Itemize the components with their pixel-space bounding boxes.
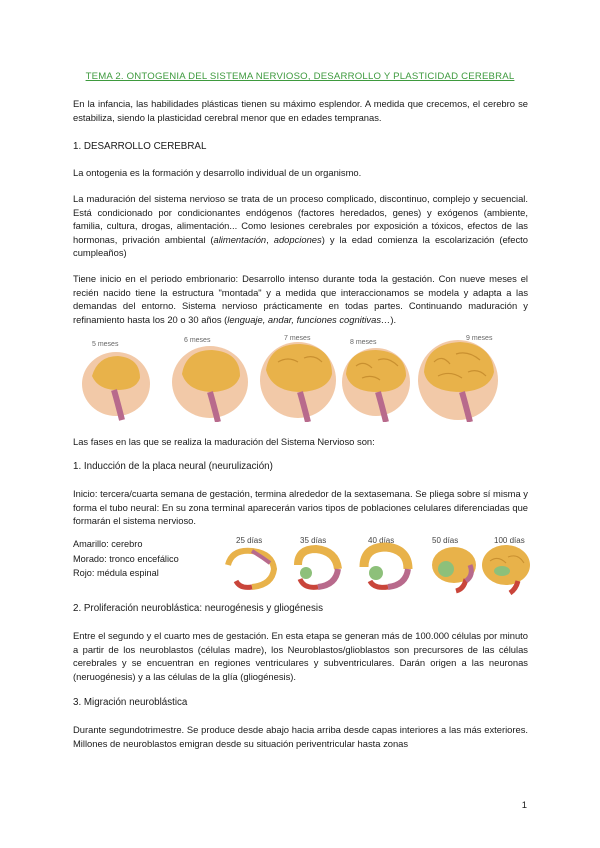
embryo-40-label: 40 días [368,536,395,545]
maduracion-paragraph: La maduración del sistema nervioso se trata de un proceso complicado, discontinuo, complejo y secuencial. Está condicionado por condicionantes endógenos (factores heredados, genes) y exógenos (ambiente, familia, cultura, drogas, alimentación... Como lesiones cerebrales por exposición a tóxicos, efectos de las hormonas, privación ambiental (alimentación, adopciones) y la edad comienza la escolarización (efecto cumpleaños) [73,193,528,258]
ontogenia-definition: La ontogenia es la formación y desarrollo individual de un organismo. [73,167,362,178]
legend-purple: Morado: tronco encefálico [73,553,179,564]
fetus-5-label: 5 meses [92,341,119,348]
fetus-6-months-image [172,337,248,422]
embryo-100-days-image [482,536,530,593]
embryo-25-label: 25 días [236,536,263,545]
embryo-40-days-image [364,536,408,587]
document-title: TEMA 2. ONTOGENIA DEL SISTEMA NERVIOSO, DESARROLLO Y PLASTICIDAD CEREBRAL [85,71,515,82]
fetus-5-months-image [82,341,150,420]
legend-yellow: Amarillo: cerebro [73,539,143,549]
embryo-50-label: 50 días [432,536,459,545]
embryo-25-days-image [228,536,274,587]
embryo-100-label: 100 días [494,536,525,545]
embryo-35-label: 35 días [300,536,327,545]
embryo-development-figure [222,535,532,595]
phase3-text: Durante segundotrimestre. Se produce desde abajo hacia arriba desde capas interiores a las más exteriores. Millones de neuroblastos emigran desde su situación periventricular hasta zonas [73,724,528,749]
page-number: 1 [521,800,527,811]
embryo-35-days-image [298,536,338,587]
fetus-brain-development-figure [78,332,498,422]
inicio-paragraph: Tiene inicio en el periodo embrionario: Desarrollo intenso durante toda la gestación. Con nueve meses el recién nacido tiene la estructura "montada" y a medida que interaccionamos se modela y adapta a las demandas del entorno. Sistema nervioso prácticamente en todas partes. Continuando maduración y refinamiento hasta los 20 o 30 años (lenguaje, andar, funciones cognitivas…). [73,273,528,325]
fetus-6-label: 6 meses [184,337,211,344]
fetus-8-label: 8 meses [350,339,377,346]
fetus-7-months-image [260,335,336,422]
newborn-9-months-image [418,335,498,422]
phase1-heading: 1. Inducción de la placa neural (neurulización) [73,461,273,472]
phase1-text: Inicio: tercera/cuarta semana de gestación, termina alrededor de la sextasemana. Se pliega sobre sí misma y forma el tubo neural: En su zona terminal aparecerán varios tipos de poblaciones celulares diferenciadas que formarán el sistema nervioso. [73,488,528,526]
phase2-text: Entre el segundo y el cuarto mes de gestación. En esta etapa se generan más de 100.000 células por minuto a partir de los neuroblastos (células madre), los Neuroblastos/glioblastos son precursores de las células cerebrales y se encuentran en regiones ventriculares y subventriculares. Darán origen a las neuronas (neruogénesis) y a las células de la glía (gliogénesis). [73,630,528,682]
section1-heading: 1. DESARROLLO CEREBRAL [73,141,207,152]
color-legend [73,537,179,581]
phase3-heading: 3. Migración neuroblástica [73,697,188,708]
embryo-50-days-image [432,536,476,591]
phases-intro: Las fases en las que se realiza la maduración del Sistema Nervioso son: [73,436,375,447]
fetus-9-label: 9 meses [466,335,493,342]
fetus-8-months-image [342,339,410,422]
intro-paragraph: En la infancia, las habilidades plásticas tienen su máximo esplendor. A medida que crecemos, el cerebro se estabiliza, siendo la plasticidad cerebral menor que en edades tempranas. [73,98,528,123]
phase2-heading: 2. Proliferación neuroblástica: neurogénesis y gliogénesis [73,603,323,614]
fetus-7-label: 7 meses [284,335,311,342]
legend-red: Rojo: médula espinal [73,568,159,578]
